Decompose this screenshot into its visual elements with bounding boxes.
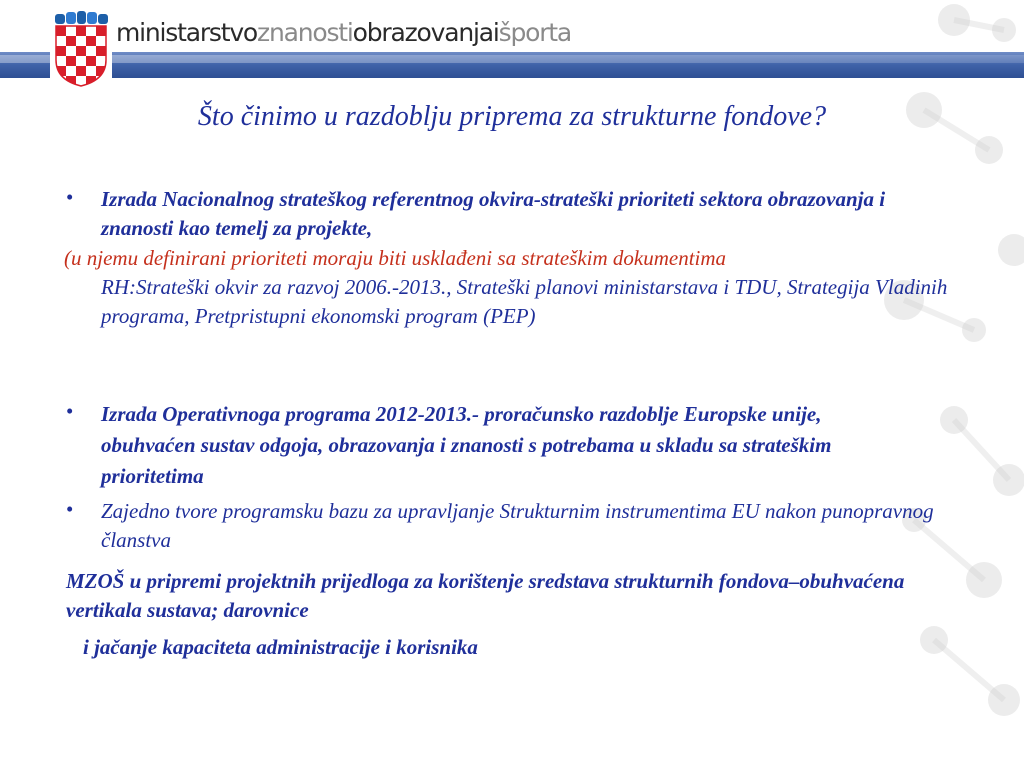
brand-part-i: i bbox=[492, 18, 499, 47]
bullet-item-6: i jačanje kapaciteta administracije i korisnika bbox=[83, 635, 478, 659]
bullet-symbol: • bbox=[66, 399, 74, 423]
bullet-symbol: • bbox=[66, 185, 74, 209]
slide-title: Što činimo u razdoblju priprema za strukturne fondove? bbox=[197, 101, 827, 132]
brand-part-ministarstvo: ministarstvo bbox=[116, 18, 258, 47]
bullet-item-5-text: MZOŠ u pripremi projektnih prijedloga za korištenje sredstava strukturnih fondova–obuhvaćena vertikala sustava; darovnice bbox=[66, 569, 905, 622]
bullet-symbol: • bbox=[66, 497, 74, 521]
bullet-item-3: Izrada Operativnoga programa 2012-2013.- proračunsko razdoblje Europske unije, obuhvaćen sustav odgoja, obrazovanja i znanosti s potrebama u skladu sa strateškim prioritetima bbox=[101, 402, 832, 488]
bullet-item-2 bbox=[64, 244, 964, 273]
bullet-item-2-red: (u njemu definirani prioriteti moraju biti usklađeni sa strateškim dokumentima bbox=[64, 246, 727, 270]
brand-part-sporta: športa bbox=[498, 18, 572, 47]
brand-part-znanosti: znanosti bbox=[257, 18, 353, 47]
bullet-item-4: Zajedno tvore programsku bazu za upravljanje Strukturnim instrumentima EU nakon punopravnog članstva bbox=[101, 499, 934, 552]
brand-part-obrazovanja: obrazovanja bbox=[352, 18, 493, 47]
bullet-item-1: Izrada Nacionalnog strateškog referentnog okvira-strateški prioriteti sektora obrazovanja i znanosti kao temelj za projekte, bbox=[101, 187, 886, 240]
bullet-item-5 bbox=[66, 567, 966, 625]
bullet-item-2-text: RH:Strateški okvir za razvoj 2006.-2013., Strateški planovi ministarstava i TDU, Strategija Vladinih programa, Pretpristupni ekonomski program (PEP) bbox=[101, 275, 948, 328]
